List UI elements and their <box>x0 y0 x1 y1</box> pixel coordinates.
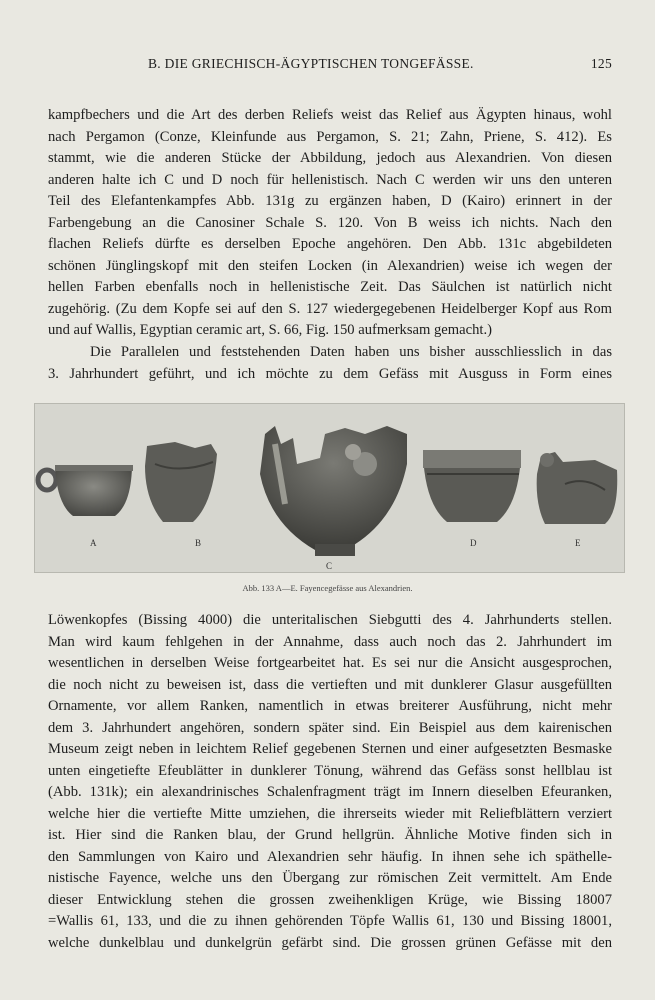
text-line: flachen Reliefs dürfte es derselben Epoche angehören. Den Abb. 131c abgebildeten <box>48 236 612 252</box>
paragraph-1 <box>48 105 612 342</box>
text-line: hellen Farben ebenfalls noch in hellenistische Zeit. Das Säulchen ist natürlich nicht <box>48 279 612 295</box>
text-line: Museum zeigt neben in leichtem Relief gegebenen Sternen und einer aufgesetzten Besmaske <box>48 741 612 757</box>
text-line: Die Parallelen und feststehenden Daten haben uns bisher ausschliesslich in das <box>90 344 612 360</box>
text-line: unten eingetiefte Efeublätter in dunklerer Tönung, während das Gefäss sonst hellblau ist <box>48 762 612 779</box>
figure-caption: Abb. 133 A—E. Fayencegefässe aus Alexandrien. <box>242 583 413 593</box>
text-line: wesentlichen in derselben Weise fortgearbeitet hat. Es sei nur die Ansicht ausgesprochen, <box>48 655 612 671</box>
text-line: dem 3. Jahrhundert angehören, sondern später sind. Ein Beispiel aus dem kairenischen <box>48 719 612 736</box>
paragraph-3 <box>48 610 612 954</box>
text-line: anderen halte ich C und D noch für hellenistisch. Nach C werden wir uns den unteren <box>48 171 612 188</box>
text-line: zugehörig. (Zu dem Kopfe sei auf den S. 127 wiedergegebenen Heidelberger Kopf aus Rom <box>48 300 612 317</box>
text-line: 3. Jahrhundert geführt, und ich möchte zu dem Gefäss mit Ausguss in Form eines <box>48 365 612 382</box>
text-line: kampfbechers und die Art des derben Reliefs weist das Relief aus Ägypten hinaus, wohl <box>48 107 612 123</box>
figure-label-b: B <box>195 538 202 548</box>
text-line: und auf Wallis, Egyptian ceramic art, S. 66, Fig. 150 aufmerksam gemacht.) <box>48 322 492 338</box>
text-line: Ornamente, vor allem Ranken, namentlich in etwas breiterer Ausführung, nicht mehr <box>48 698 612 714</box>
text-line: (Abb. 131k); ein alexandrinisches Schalenfragment trägt im Innern dieselben Efeuranken, <box>48 784 612 800</box>
text-line: die noch nicht zu beweisen ist, dass die vertieften und mit dunklerer Glasur ausgefüllten <box>48 676 612 693</box>
text-line: ist. Hier sind die Ranken blau, der Grund hellgrün. Ähnliche Motive finden sich in <box>48 827 612 843</box>
text-line: nach Pergamon (Conze, Kleinfunde aus Pergamon, S. 21; Zahn, Priene, S. 412). Es <box>48 128 612 145</box>
text-line: =Wallis 61, 133, und die zu ihnen gehörenden Töpfe Wallis 61, 130 und Bissing 18001, <box>48 913 612 929</box>
running-header <box>52 56 612 76</box>
text-line: schönen Jünglingskopf mit den steifen Locken (in Alexandrien) weise ich wegen der <box>48 257 612 274</box>
vessels-photograph <box>35 404 624 572</box>
text-line: welche dunkelblau und dunkelgrün gefärbt sind. Die grossen grünen Gefässe mit den <box>48 934 612 951</box>
text-line: welche hier die vertiefte Mitte umziehen, die ihrerseits wieder mit Reliefblättern verziert <box>48 805 612 822</box>
vessel-d <box>423 450 521 522</box>
figure-label-d: D <box>470 538 477 548</box>
text-line: dieser Entwicklung stehen die grossen zweihenkligen Krüge, wie Bissing 18007 <box>48 891 612 908</box>
text-line: Teil des Elefantenkampfes Abb. 131g zu ergänzen haben, D (Kairo) erinnert in der <box>48 193 612 209</box>
text-line: den Sammlungen von Kairo und Alexandrien sehr häufig. In ihnen sehe ich späthelle- <box>48 848 612 865</box>
page-number: 125 <box>590 56 612 71</box>
figure-fayence-vessels <box>34 403 625 573</box>
text-line: Farbengebung an die Canosiner Schale S. 120. Von B weiss ich nichts. Nach den <box>48 214 612 231</box>
figure-label-e: E <box>575 538 581 548</box>
text-line: stammt, wie die anderen Stücke der Abbildung, jedoch aus Alexandrien. Von diesen <box>48 150 612 166</box>
text-line: Man wird kaum fehlgehen in der Annahme, dass auch noch das 2. Jahrhundert im <box>48 633 612 650</box>
figure-label-c: C <box>326 561 333 571</box>
running-header-title: B. DIE GRIECHISCH-ÄGYPTISCHEN TONGEFÄSSE. <box>148 56 474 71</box>
text-line: nistische Fayence, welche uns den Übergang zur römischen Zeit vermittelt. Am Ende <box>48 870 612 886</box>
paragraph-2 <box>48 342 612 385</box>
text-line: Löwenkopfes (Bissing 4000) die unteritalischen Siebgutti des 4. Jahrhunderts stellen. <box>48 612 612 628</box>
figure-label-a: A <box>90 538 97 548</box>
